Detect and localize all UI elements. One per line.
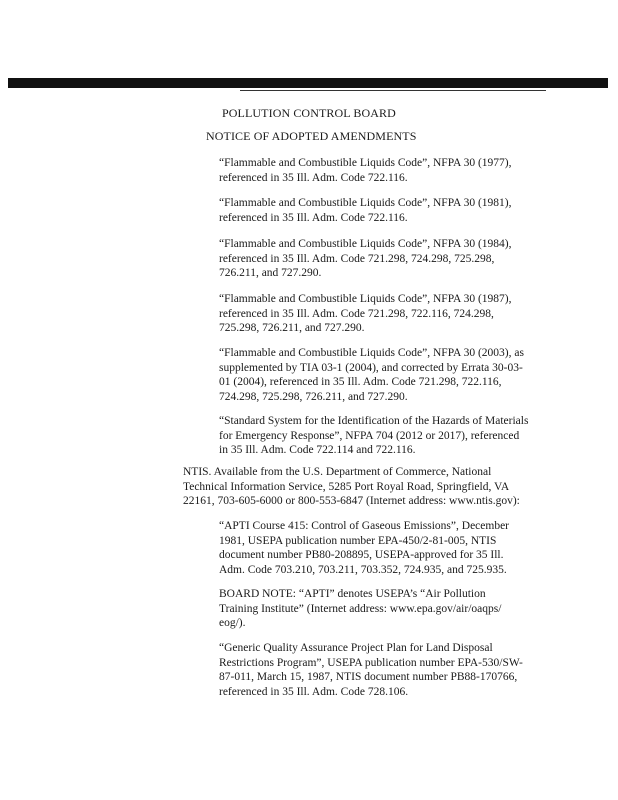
board-note-apti: BOARD NOTE: “APTI” denotes USEPA’s “Air Pollution Training Institute” (Internet address: www.epa.gov/air/oaqps/ eog/). xyxy=(219,588,502,629)
reference-apti-course-415: “APTI Course 415: Control of Gaseous Emissions”, December 1981, USEPA publication number EPA-450/2-81-005, NTIS document number PB80-208895, USEPA-approved for 35 Ill. Adm. Code 703.210, 703.211, 703.352, 724.935, and 725.935. xyxy=(219,520,510,576)
reference-qapp-ldr: “Generic Quality Assurance Project Plan for Land Disposal Restrictions Program”, USEPA publication number EPA-530/SW- 87-011, March 15, 1987, NTIS document number PB88-170766, referenced in 35 Ill. Adm. Code 728.106. xyxy=(219,642,523,698)
ntis-label: NTIS. xyxy=(183,466,212,478)
reference-nfpa30-1984: “Flammable and Combustible Liquids Code”, NFPA 30 (1984), referenced in 35 Ill. Adm. Code 721.298, 724.298, 725.298, 726.211, and 727.290. xyxy=(219,238,512,279)
ntis-paragraph xyxy=(183,465,520,509)
reference-nfpa30-1981: “Flammable and Combustible Liquids Code”, NFPA 30 (1981), referenced in 35 Ill. Adm. Code 722.116. xyxy=(219,197,512,224)
ntis-text: Available from the U.S. Department of Commerce, National Technical Information Service, 5285 Port Royal Road, Springfield, VA 22161, 703-605-6000 or 800-553-6847 (Internet address: www.ntis.gov): xyxy=(183,466,520,507)
notice-title: NOTICE OF ADOPTED AMENDMENTS xyxy=(206,129,417,143)
reference-nfpa30-2003: “Flammable and Combustible Liquids Code”, NFPA 30 (2003), as supplemented by TIA 03-1 (2004), and corrected by Errata 30-03- 01 (2004), referenced in 35 Ill. Adm. Code 721.298, 722.116, 724.298, 725.298, 726.211, and 727.290. xyxy=(219,347,524,403)
header-subrule xyxy=(240,90,546,91)
header-rule xyxy=(8,78,608,88)
reference-nfpa30-1987: “Flammable and Combustible Liquids Code”, NFPA 30 (1987), referenced in 35 Ill. Adm. Code 721.298, 722.116, 724.298, 725.298, 726.211, and 727.290. xyxy=(219,293,512,334)
reference-nfpa30-1977: “Flammable and Combustible Liquids Code”, NFPA 30 (1977), referenced in 35 Ill. Adm. Code 722.116. xyxy=(219,157,512,184)
reference-nfpa704: “Standard System for the Identification of the Hazards of Materials for Emergency Response”, NFPA 704 (2012 or 2017), referenced in 35 Ill. Adm. Code 722.114 and 722.116. xyxy=(219,415,529,456)
board-title: POLLUTION CONTROL BOARD xyxy=(222,106,396,120)
